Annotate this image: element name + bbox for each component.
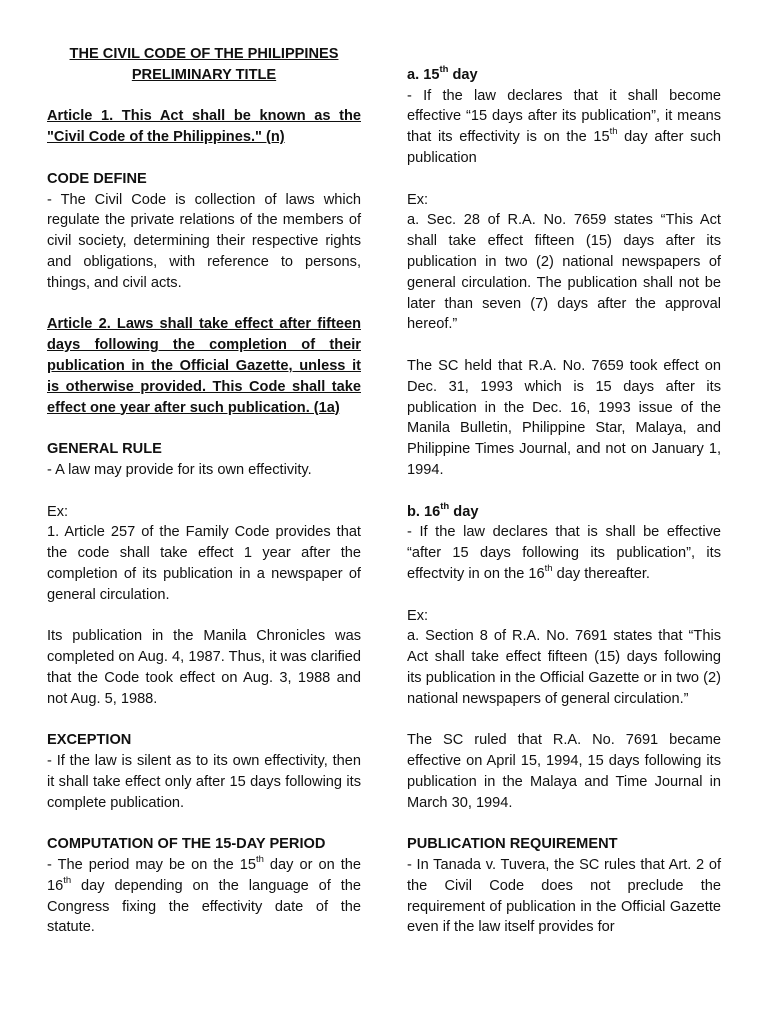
section-b-heading bbox=[407, 502, 721, 523]
computation-text bbox=[47, 855, 361, 938]
section-a-heading-text: a. 15 bbox=[407, 66, 440, 83]
section-b-heading-text: b. 16 bbox=[407, 503, 441, 520]
example-followup: Its publication in the Manila Chronicles was completed on Aug. 4, 1987. Thus, it was clarified that the Code took effect on Aug. 3, 1988 and not Aug. 5, 1988. bbox=[47, 628, 361, 707]
section-a-text-2: day after such publication bbox=[407, 129, 721, 166]
general-rule-heading: GENERAL RULE bbox=[47, 441, 162, 458]
right-column bbox=[407, 44, 721, 938]
article-2: Article 2. Laws shall take effect after fifteen days following the completion of their publication in the Official Gazette, unless it is otherwise provided. This Code shall take effect one year after such publication. (1a) bbox=[47, 316, 361, 416]
computation-sup-2: th bbox=[63, 875, 72, 887]
section-a-text-1: - If the law declares that it shall become effective “15 days after its publication”, it means that its effectivity is on the 15 bbox=[407, 87, 721, 146]
sc-ruled-text: The SC ruled that R.A. No. 7691 became effective on April 15, 1994, 15 days following its publication in the Malaya and Time Journal in March 30, 1994. bbox=[407, 732, 721, 811]
computation-part-b: day or on the 16 bbox=[47, 857, 362, 894]
computation-part-c: day depending on the language of the Congress fixing the effectivity date of the statute. bbox=[47, 877, 361, 936]
example-a-text: a. Sec. 28 of R.A. No. 7659 states “This Act shall take effect fifteen (15) days after its publication in two (2) national newspapers of general circulation. The publication shall not be later than seven (7) days after the approval hereof.” bbox=[407, 212, 721, 333]
section-b-heading-tail: day bbox=[449, 503, 479, 520]
publication-requirement-text: - In Tanada v. Tuvera, the SC rules that Art. 2 of the Civil Code does not preclude the requirement of publication in the Official Gazette even if the law itself provides for bbox=[407, 857, 721, 936]
example-family-code: 1. Article 257 of the Family Code provides that the code shall take effect 1 year after the completion of its publication in a newspaper of general circulation. bbox=[47, 524, 361, 603]
section-a-text-sup: th bbox=[609, 126, 618, 138]
exception-heading: EXCEPTION bbox=[47, 732, 132, 749]
sc-held-text: The SC held that R.A. No. 7659 took effect on Dec. 31, 1993 which is 15 days after its publication in the Dec. 16, 1993 issue of the Manila Bulletin, Philippine Star, Malaya, and Philippine Times Journal, and not on January 1, 1994. bbox=[407, 357, 721, 478]
publication-requirement-heading: PUBLICATION REQUIREMENT bbox=[407, 836, 618, 853]
section-b-text-2: day thereafter. bbox=[552, 565, 650, 582]
section-b-text bbox=[407, 522, 721, 584]
general-rule-text: - A law may provide for its own effectivity. bbox=[47, 461, 312, 478]
document-title: THE CIVIL CODE OF THE PHILIPPINES bbox=[69, 46, 339, 62]
left-column bbox=[47, 44, 361, 959]
exception-text: - If the law is silent as to its own effectivity, then it shall take effect only after 15 days following its complete publication. bbox=[47, 753, 361, 811]
section-a-heading bbox=[407, 65, 721, 86]
example-b-label: Ex: bbox=[407, 607, 429, 624]
section-a-heading-sup: th bbox=[439, 63, 449, 75]
preliminary-title: PRELIMINARY TITLE bbox=[131, 66, 277, 83]
code-define-text: - The Civil Code is collection of laws which regulate the private relations of the members of civil society, determining their respective rights and obligations, with reference to persons, things, and civil acts. bbox=[47, 191, 361, 291]
computation-sup-1: th bbox=[255, 854, 264, 866]
example-a-label: Ex: bbox=[407, 191, 429, 208]
section-a-heading-tail: day bbox=[448, 66, 478, 83]
section-b-heading-sup: th bbox=[440, 500, 450, 512]
example-b-text: a. Section 8 of R.A. No. 7691 states that “This Act shall take effect fifteen (15) days following its publication in the Official Gazette or in two (2) national newspapers of general circulation.” bbox=[407, 628, 721, 707]
section-a-text bbox=[407, 86, 721, 169]
section-b-text-sup: th bbox=[544, 563, 553, 575]
computation-part-a: - The period may be on the 15 bbox=[47, 857, 256, 874]
article-1: Article 1. This Act shall be known as the "Civil Code of the Philippines." (n) bbox=[47, 108, 361, 146]
section-b-text-1: - If the law declares that is shall be effective “after 15 days following its publication”, its effectvity in on the 16 bbox=[407, 524, 721, 582]
code-define-heading: CODE DEFINE bbox=[47, 170, 147, 187]
computation-heading: COMPUTATION OF THE 15-DAY PERIOD bbox=[47, 836, 326, 853]
example-label: Ex: bbox=[47, 503, 69, 520]
